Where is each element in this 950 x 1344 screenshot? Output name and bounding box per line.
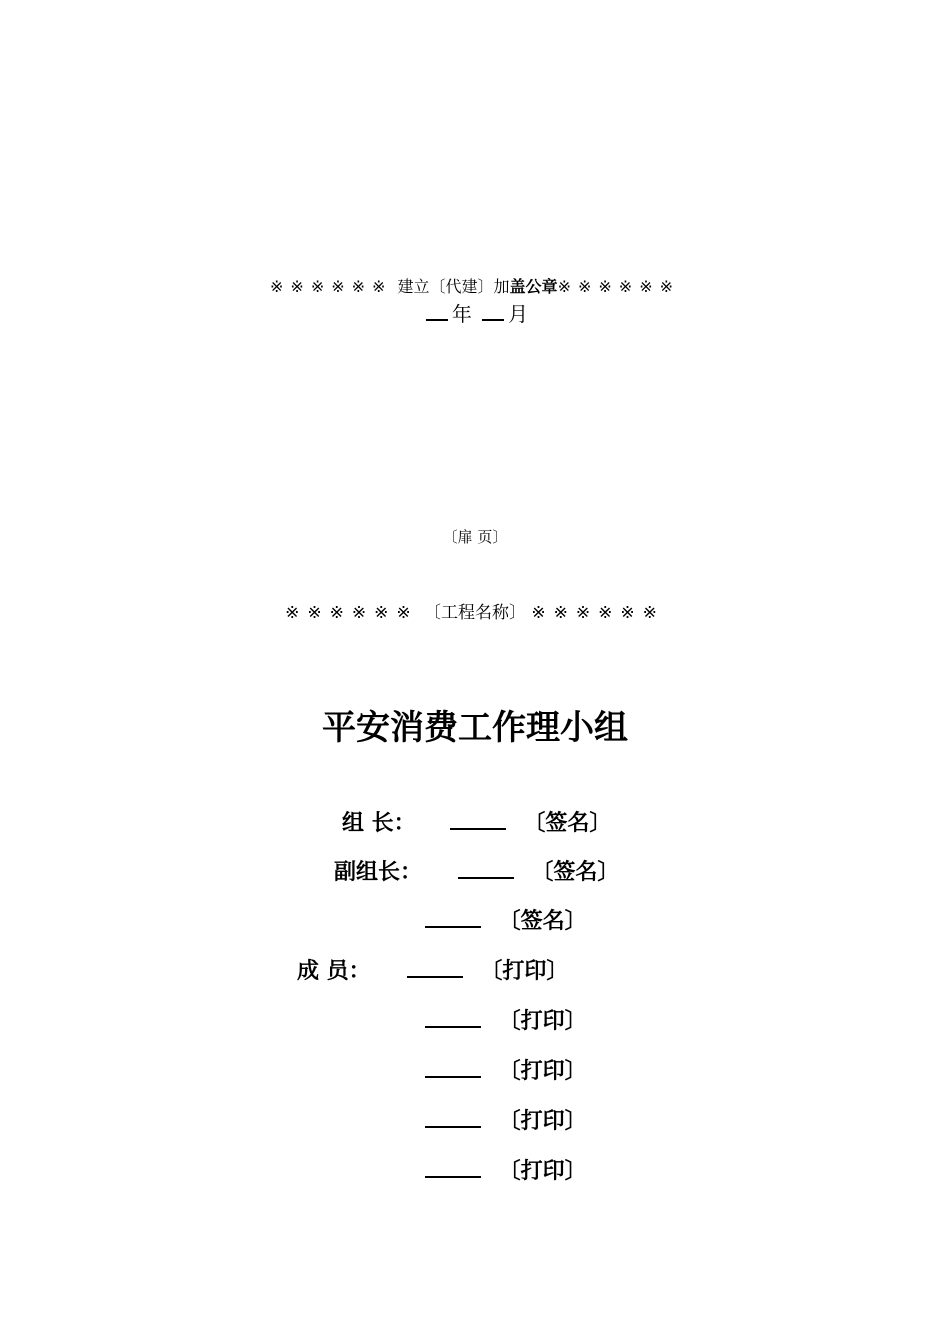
vice-leader-2-signature-suffix: 〔签名〕 (498, 908, 587, 934)
members-label: 成 员： (297, 958, 371, 984)
member-row-3 (425, 1056, 587, 1086)
member-5-blank (425, 1156, 481, 1178)
leader-row (342, 808, 611, 838)
decorative-stars-right: ※※※※※※ (557, 277, 680, 296)
member-row-2 (425, 1006, 587, 1036)
member-2-suffix: 〔打印〕 (498, 1008, 587, 1034)
flyleaf-label: 〔扉 页〕 (442, 528, 508, 546)
decorative-stars-left: ※※※※※※ (270, 277, 393, 296)
seal-instruction-text: 建立〔代建〕加 (397, 277, 510, 296)
project-name-placeholder: 〔工程名称〕 (424, 603, 526, 623)
seal-instruction-line (0, 274, 950, 297)
vice-leader-label: 副组长： (334, 859, 423, 885)
member-row-5 (425, 1156, 587, 1186)
project-stars-left: ※※※※※※ (285, 603, 419, 623)
leader-signature-suffix: 〔签名〕 (523, 810, 612, 836)
member-3-suffix: 〔打印〕 (498, 1058, 587, 1084)
vice-leader-signature-blank (458, 857, 514, 879)
month-blank (482, 301, 504, 321)
vice-leader-row-2 (425, 906, 587, 936)
page-title: 平安消费工作理小组 (322, 708, 628, 748)
vice-leader-row (334, 857, 619, 887)
vice-leader-2-signature-blank (425, 906, 481, 928)
member-5-suffix: 〔打印〕 (498, 1158, 587, 1184)
member-1-suffix: 〔打印〕 (480, 958, 569, 984)
date-line (0, 298, 950, 327)
member-row-4 (425, 1106, 587, 1136)
member-1-blank (407, 956, 463, 978)
year-blank (426, 301, 448, 321)
project-stars-right: ※※※※※※ (531, 603, 665, 623)
member-4-suffix: 〔打印〕 (498, 1108, 587, 1134)
seal-instruction-emphasis: 盖公章 (509, 277, 558, 296)
member-4-blank (425, 1106, 481, 1128)
leader-label: 组 长： (342, 810, 416, 836)
member-2-blank (425, 1006, 481, 1028)
leader-signature-blank (450, 808, 506, 830)
member-row-1 (297, 956, 568, 986)
member-3-blank (425, 1056, 481, 1078)
project-name-line (0, 598, 950, 623)
month-label: 月 (508, 302, 529, 326)
vice-leader-signature-suffix: 〔签名〕 (531, 859, 620, 885)
year-label: 年 (451, 302, 472, 326)
